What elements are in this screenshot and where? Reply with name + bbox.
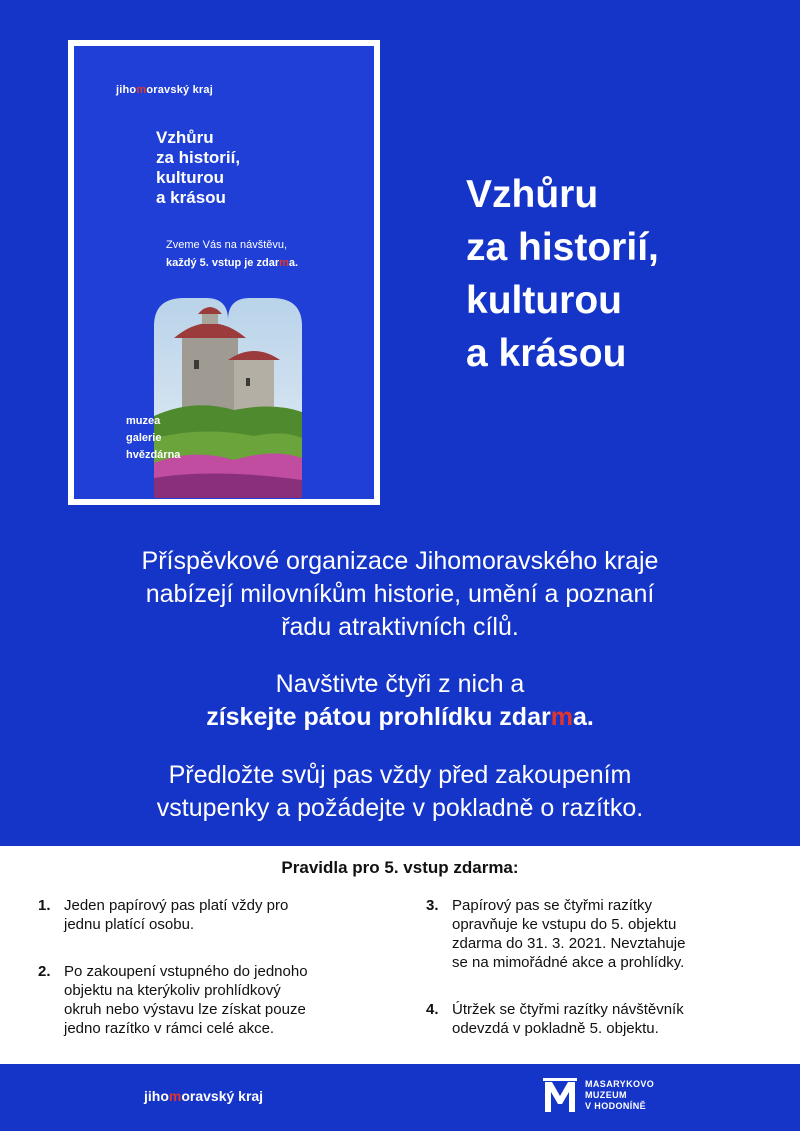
intro-paragraph: Příspěvkové organizace Jihomoravského kraje nabízejí milovníkům historie, umění a poznaní řadu atraktivních cílů. (141, 547, 659, 641)
instruction-paragraph: Předložte svůj pas vždy před zakoupením vstupenky a požádejte v pokladně o razítko. (156, 761, 644, 822)
offer-paragraph: Navštivte čtyři z nich a získejte pátou prohlídku zdarma. (206, 670, 594, 731)
rules-title: Pravidla pro 5. vstup zdarma: (281, 858, 519, 877)
museum-name: MASARYKOVO MUZEUM V HODONÍNĚ (585, 1079, 655, 1111)
rules-panel: Pravidla pro 5. vstup zdarma: 1. Jeden papírový pas platí vždy pro jednu platící osobu. 2. Po zakoupení vstupného do jednoho objektu na kterýkoliv prohlídkový okruh nebo výstavu lze získat pouze jedno razítko v rámci celé akce. 3. Papírový pas se čtyřmi razítky opravňuje ke vstupu do 5. objektu zdarma do 31. 3. 2021. Nevztahuje se na mimořádné akce a prohlídky. 4. Útržek se čtyřmi razítky návštěvník odevzdá v pokladně 5. objektu. (0, 846, 800, 1064)
brochure-brand: jihomoravský kraj (116, 84, 213, 96)
brochure-inner (74, 46, 374, 499)
headline: Vzhůru za historií, kulturou a krásou (466, 173, 659, 375)
brochure-categories: muzea galerie hvězdárna (126, 415, 181, 461)
museum-logo-icon (543, 1078, 577, 1114)
brochure-invitation: Zveme Vás na návštěvu, každý 5. vstup je zdarma. (166, 239, 299, 269)
footer-brand-logo: jihomoravský kraj (144, 1088, 264, 1104)
rotunda-photo-m-shape (154, 298, 302, 498)
brochure-title: Vzhůru za historií, kulturou a krásou (156, 128, 241, 207)
brochure-cover (68, 40, 380, 505)
